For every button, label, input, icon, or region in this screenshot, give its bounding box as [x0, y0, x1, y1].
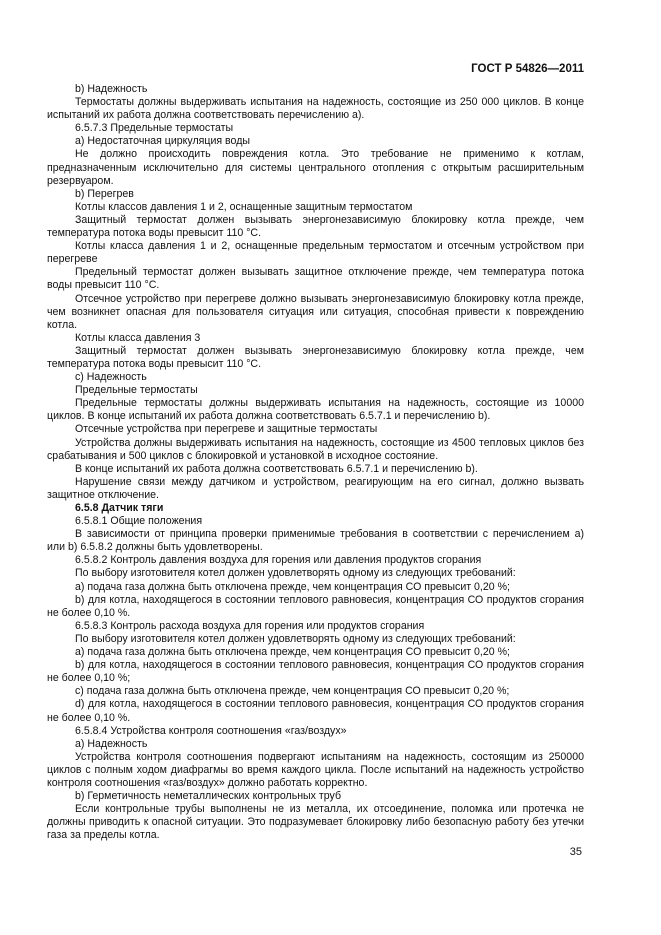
paragraph: b) для котла, находящегося в состоянии теплового равновесия, концентрация СО продуктов сгорания не более 0,10 %; — [47, 659, 584, 685]
paragraph: Устройства должны выдерживать испытания на надежность, состоящие из 4500 тепловых циклов без срабатывания и 500 циклов с блокировкой и установкой в исходное состояние. — [47, 436, 584, 462]
paragraph: с) подача газа должна быть отключена прежде, чем концентрация СО превысит 0,20 %; — [75, 685, 510, 698]
paragraph: 6.5.8.1 Общие положения — [75, 515, 203, 528]
paragraph: Устройства контроля соотношения подвергают испытаниям на надежность, состоящим из 250000 циклов с полным ходом диафрагмы во время каждого цикла. После испытаний на надежность устройство контроля соотношения «газ/воздух» должно работать корректно. — [47, 750, 584, 789]
paragraph: В зависимости от принципа проверки применимые требования в соответствии с перечислением а) или b) 6.5.8.2 должны быть удовлетворены. — [47, 528, 584, 554]
paragraph: Защитный термостат должен вызывать энергонезависимую блокировку котла прежде, чем температура потока воды превысит 110 °С. — [47, 213, 584, 240]
paragraph: Не должно происходить повреждения котла. Это требование не применимо к котлам, предназначенным исключительно для системы центрального отопления с открытым расширительным резервуаром. — [47, 148, 584, 187]
paragraph: а) Надежность — [75, 737, 148, 750]
paragraph: Отсечное устройство при перегреве должно вызывать энергонезависимую блокировку котла прежде, чем возникнет опасная для пользователя ситуация или ситуация, способная привести к повреждению котла. — [47, 292, 584, 331]
paragraph: а) Недостаточная циркуляция воды — [75, 135, 251, 148]
paragraph: а) подача газа должна быть отключена прежде, чем концентрация СО превысит 0,20 %; — [75, 646, 510, 659]
paragraph: Котлы класса давления 3 — [75, 331, 201, 344]
paragraph: b) Герметичность неметаллических контрольных труб — [75, 790, 342, 803]
paragraph: Термостаты должны выдерживать испытания на надежность, состоящие из 250 000 циклов. В конце испытаний их работа должна соответствовать перечислению а). — [47, 96, 584, 122]
paragraph: Нарушение связи между датчиком и устройством, реагирующим на его сигнал, должно вызвать защитное отключение. — [47, 475, 584, 501]
paragraph: 6.5.8.3 Контроль расхода воздуха для горения или продуктов сгорания — [75, 619, 425, 632]
paragraph: Котлы класса давления 1 и 2, оснащенные предельным термостатом и отсечным устройством при перегреве — [47, 240, 584, 266]
paragraph: Предельные термостаты должны выдерживать испытания на надежность, состоящие из 10000 циклов. В конце испытаний их работа должна соответствовать 6.5.7.1 и перечислению b). — [47, 397, 584, 423]
paragraph: b) Надежность — [75, 83, 148, 95]
paragraph: 6.5.8.4 Устройства контроля соотношения «газ/воздух» — [75, 724, 347, 737]
section-heading: 6.5.8 Датчик тяги — [75, 502, 164, 514]
paragraph: b) для котла, находящегося в состоянии теплового равновесия, концентрация СО продуктов сгорания не более 0,10 %. — [47, 593, 584, 619]
paragraph: Защитный термостат должен вызывать энергонезависимую блокировку котла прежде, чем температура потока воды превысит 110 °С. — [47, 344, 584, 370]
page-number: 35 — [569, 846, 582, 858]
document-body — [47, 83, 584, 842]
paragraph: По выбору изготовителя котел должен удовлетворять одному из следующих требований: — [75, 567, 516, 580]
paragraph: b) Перегрев — [75, 187, 134, 200]
paragraph: а) подача газа должна быть отключена прежде, чем концентрация СО превысит 0,20 %; — [75, 580, 510, 593]
paragraph: с) Надежность — [75, 371, 147, 384]
standard-code: ГОСТ Р 54826—2011 — [471, 63, 584, 75]
paragraph: По выбору изготовителя котел должен удовлетворять одному из следующих требований: — [75, 632, 516, 645]
paragraph: В конце испытаний их работа должна соответствовать 6.5.7.1 и перечислению b). — [75, 462, 478, 475]
paragraph: Если контрольные трубы выполнены не из металла, их отсоединение, поломка или протечка не должны приводить к опасной ситуации. Это подразумевает блокировку либо безопасную работу без утечки газа за пределы котла. — [47, 803, 584, 842]
paragraph: 6.5.7.3 Предельные термостаты — [75, 122, 234, 135]
paragraph: Отсечные устройства при перегреве и защитные термостаты — [75, 423, 378, 436]
paragraph: d) для котла, находящегося в состоянии теплового равновесия, концентрация СО продуктов сгорания не более 0,10 %. — [47, 698, 584, 724]
paragraph: Котлы классов давления 1 и 2, оснащенные защитным термостатом — [75, 200, 413, 213]
paragraph: Предельные термостаты — [75, 384, 198, 397]
paragraph: Предельный термостат должен вызывать защитное отключение прежде, чем температура потока воды превысит 110 °С. — [47, 266, 584, 292]
paragraph: 6.5.8.2 Контроль давления воздуха для горения или давления продуктов сгорания — [75, 554, 482, 567]
